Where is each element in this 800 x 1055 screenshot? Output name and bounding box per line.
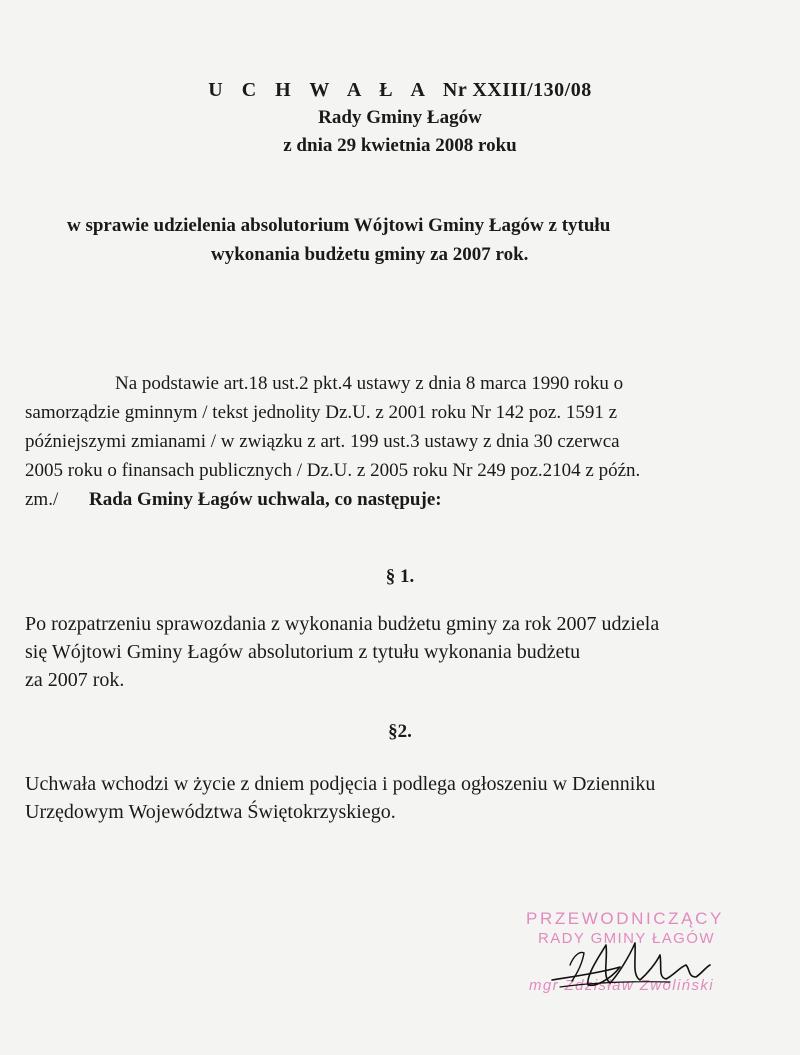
subject-line-1: w sprawie udzielenia absolutorium Wójtowi Gminy Łagów z tytułu <box>67 215 611 236</box>
preamble-line-5-start: zm./ <box>25 489 59 510</box>
section-1-heading: § 1. <box>385 566 415 587</box>
stamp-signatory-name: mgr Zdzisław Zwoliński <box>529 977 714 994</box>
preamble-line-2: samorządzie gminnym / tekst jednolity Dz.U. z 2001 roku Nr 142 poz. 1591 z <box>25 402 618 423</box>
preamble-line-4: 2005 roku o finansach publicznych / Dz.U. z 2005 roku Nr 249 poz.2104 z późn. <box>25 460 641 481</box>
section-2-heading: §2. <box>388 721 412 742</box>
resolution-date: z dnia 29 kwietnia 2008 roku <box>283 135 517 156</box>
resolution-title-word: U C H W A Ł A <box>208 79 432 101</box>
section-2-line-2: Urzędowym Województwa Świętokrzyskiego. <box>25 801 396 823</box>
stamp-line-2: RADY GMINY ŁAGÓW <box>538 930 715 947</box>
section-2-line-1: Uchwała wchodzi w życie z dniem podjęcia i podlega ogłoszeniu w Dzienniku <box>25 773 656 795</box>
preamble-line-3: późniejszymi zmianami / w związku z art. 199 ust.3 ustawy z dnia 30 czerwca <box>25 431 620 452</box>
section-1-line-1: Po rozpatrzeniu sprawozdania z wykonania budżetu gminy za rok 2007 udziela <box>25 613 660 635</box>
handwritten-signature <box>540 925 730 1000</box>
resolution-number: Nr XXIII/130/08 <box>442 79 592 101</box>
preamble-line-5 <box>25 490 442 509</box>
preamble-enactment: Rada Gminy Łagów uchwala, co następuje: <box>89 489 442 510</box>
resolution-title <box>0 80 800 100</box>
stamp-line-1: PRZEWODNICZĄCY <box>526 909 724 928</box>
subject-line-2: wykonania budżetu gminy za 2007 rok. <box>211 244 529 265</box>
section-1-line-3: za 2007 rok. <box>25 669 125 691</box>
section-1-line-2: się Wójtowi Gminy Łagów absolutorium z tytułu wykonania budżetu <box>25 641 581 663</box>
preamble-line-1: Na podstawie art.18 ust.2 pkt.4 ustawy z dnia 8 marca 1990 roku o <box>115 373 624 394</box>
council-name: Rady Gminy Łagów <box>318 107 482 128</box>
